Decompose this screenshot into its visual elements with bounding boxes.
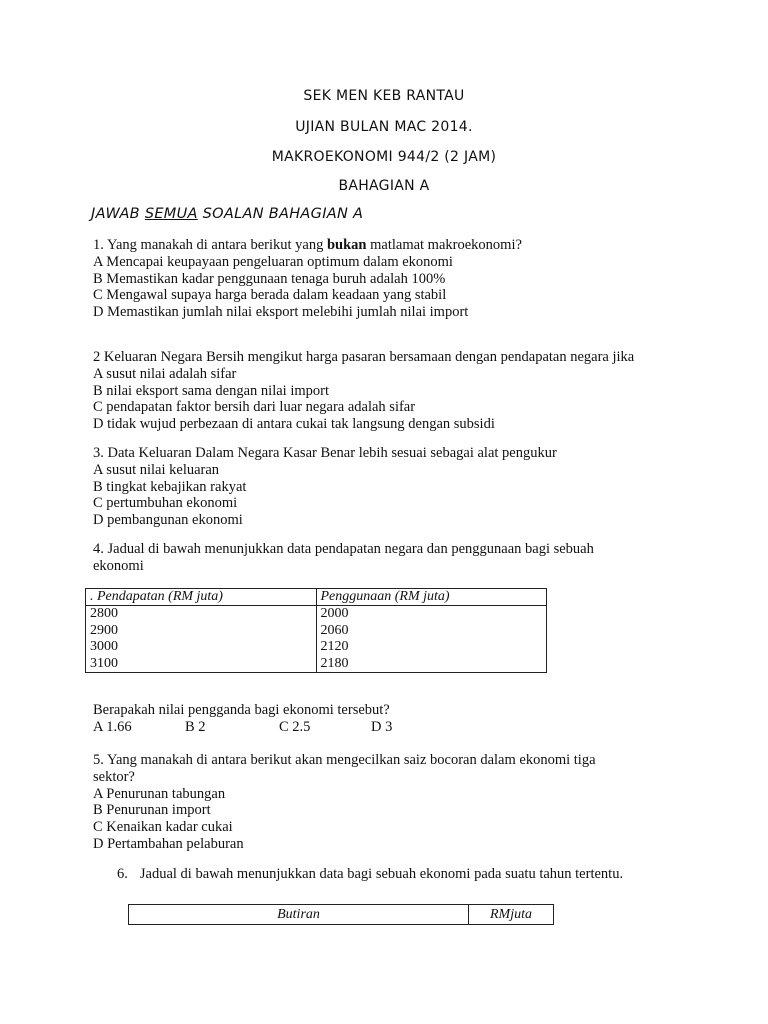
q3-option-a: A susut nilai keluaran bbox=[93, 461, 220, 478]
income-value: 3000 bbox=[90, 639, 118, 655]
question-3-stem: 3. Data Keluaran Dalam Negara Kasar Benar lebih sesuai sebagai alat pengukur bbox=[93, 445, 557, 461]
income-value: 2800 bbox=[90, 606, 118, 622]
question-5-stem-line2: sektor? bbox=[93, 768, 135, 785]
question-4-options bbox=[93, 719, 392, 736]
income-value: 3100 bbox=[90, 655, 118, 671]
table-row bbox=[86, 606, 547, 673]
question-4-ask bbox=[93, 702, 390, 719]
q1-option-d: D Memastikan jumlah nilai eksport melebihi jumlah nilai import bbox=[93, 304, 469, 321]
q5-option-b: B Penurunan import bbox=[93, 802, 211, 819]
question-5-stem-line1: 5. Yang manakah di antara berikut akan mengecilkan saiz bocoran dalam ekonomi tiga bbox=[93, 752, 596, 768]
economy-data-table bbox=[128, 904, 554, 925]
table-header-consumption: Penggunaan (RM juta) bbox=[316, 589, 547, 606]
question-4 bbox=[93, 541, 594, 575]
question-1-stem: 1. Yang manakah di antara berikut yang bukan matlamat makroekonomi? bbox=[93, 237, 522, 253]
consumption-value: 2180 bbox=[320, 655, 349, 671]
income-consumption-table bbox=[85, 588, 547, 673]
q2-option-d: D tidak wujud perbezaan di antara cukai tak langsung dengan subsidi bbox=[93, 416, 495, 433]
section-title: BAHAGIAN A bbox=[338, 178, 430, 194]
instruction-suffix: SOALAN BAHAGIAN A bbox=[197, 206, 364, 222]
exam-title: UJIAN BULAN MAC 2014. bbox=[295, 119, 473, 135]
q3-option-b: B tingkat kebajikan rakyat bbox=[93, 478, 247, 495]
q4-option-a: A 1.66 bbox=[93, 719, 132, 735]
consumption-value: 2000 bbox=[320, 606, 349, 622]
question-4-question: Berapakah nilai pengganda bagi ekonomi tersebut? bbox=[93, 702, 390, 718]
q1-option-c: C Mengawal supaya harga berada dalam keadaan yang stabil bbox=[93, 287, 447, 304]
q4-option-c: C 2.5 bbox=[279, 719, 311, 735]
question-3 bbox=[93, 445, 557, 529]
table-header-item: Butiran bbox=[129, 905, 469, 925]
q1-option-b: B Memastikan kadar penggunaan tenaga buruh adalah 100% bbox=[93, 270, 446, 287]
q5-option-d: D Pertambahan pelaburan bbox=[93, 835, 244, 852]
subject-title: MAKROEKONOMI 944/2 (2 JAM) bbox=[271, 149, 497, 165]
question-6-number: 6. bbox=[117, 866, 128, 882]
q3-option-d: D pembangunan ekonomi bbox=[93, 512, 243, 529]
question-6 bbox=[117, 866, 623, 883]
q2-option-b: B nilai eksport sama dengan nilai import bbox=[93, 382, 329, 399]
table-header-row bbox=[129, 905, 554, 925]
table-header-rm: RMjuta bbox=[469, 905, 554, 925]
consumption-value: 2060 bbox=[320, 622, 349, 638]
income-values-cell bbox=[86, 606, 317, 673]
instruction-prefix: JAWAB bbox=[91, 206, 145, 222]
q1-option-a: A Mencapai keupayaan pengeluaran optimum dalam ekonomi bbox=[93, 253, 453, 270]
question-5 bbox=[93, 752, 596, 853]
consumption-values-cell bbox=[316, 606, 547, 673]
question-6-stem: Jadual di bawah menunjukkan data bagi sebuah ekonomi pada suatu tahun tertentu. bbox=[139, 866, 624, 882]
q5-option-a: A Penurunan tabungan bbox=[93, 785, 226, 802]
question-2 bbox=[93, 349, 634, 433]
consumption-value: 2120 bbox=[320, 639, 349, 655]
q4-option-b: B 2 bbox=[185, 719, 206, 735]
income-value: 2900 bbox=[90, 622, 118, 638]
q2-option-c: C pendapatan faktor bersih dari luar negara adalah sifar bbox=[93, 399, 416, 416]
question-1 bbox=[93, 237, 522, 321]
question-2-stem: 2 Keluaran Negara Bersih mengikut harga pasaran bersamaan dengan pendapatan negara jika bbox=[93, 349, 635, 365]
question-1-keyword: bukan bbox=[326, 237, 367, 253]
school-name: SEK MEN KEB RANTAU bbox=[303, 88, 465, 104]
table-header-income: . Pendapatan (RM juta) bbox=[86, 589, 317, 606]
q5-option-c: C Kenaikan kadar cukai bbox=[93, 819, 233, 836]
table-header-row bbox=[86, 589, 547, 606]
q3-option-c: C pertumbuhan ekonomi bbox=[93, 495, 238, 512]
q4-option-d: D 3 bbox=[371, 719, 393, 735]
question-4-stem-line1: 4. Jadual di bawah menunjukkan data pendapatan negara dan penggunaan bagi sebuah bbox=[93, 541, 594, 557]
instruction bbox=[91, 206, 363, 222]
question-4-stem-line2: ekonomi bbox=[93, 557, 144, 574]
q2-option-a: A susut nilai adalah sifar bbox=[93, 365, 237, 382]
instruction-emphasis: SEMUA bbox=[144, 206, 198, 222]
